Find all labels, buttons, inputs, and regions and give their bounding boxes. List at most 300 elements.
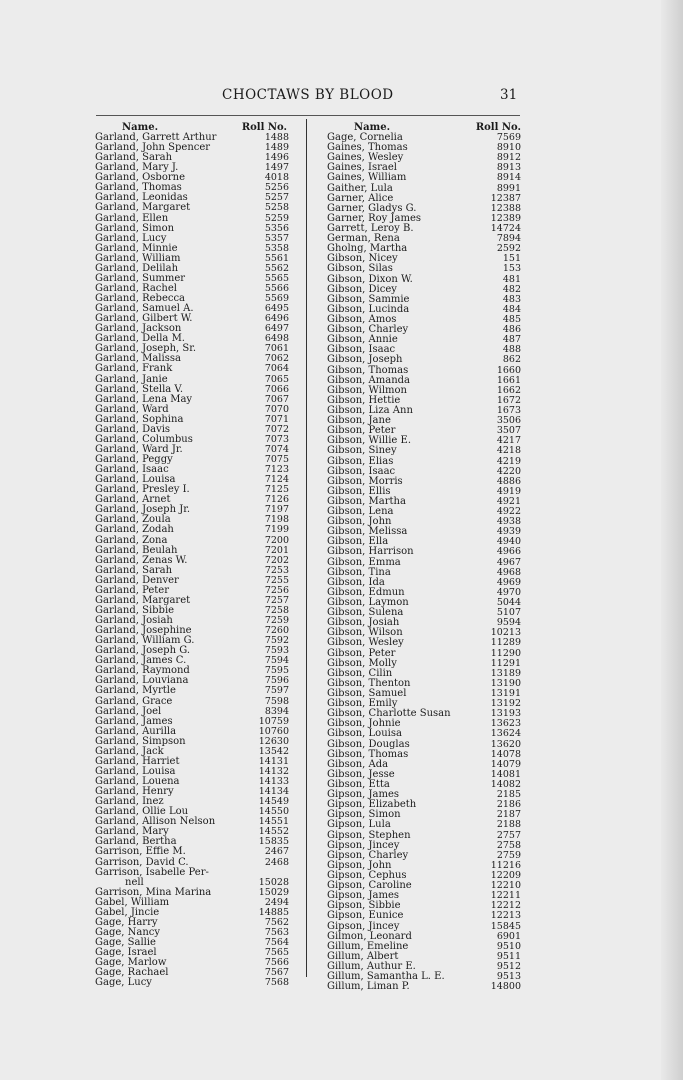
entry-roll-number: 15029	[258, 886, 289, 898]
entry-roll-number: 7065	[264, 373, 289, 385]
entry-name: Garland, Ward Jr.	[95, 443, 183, 455]
entry-name: Gibson, Charley	[327, 324, 409, 336]
right-column	[327, 122, 521, 992]
entry-name: Garland, Joseph, Sr.	[95, 343, 197, 355]
entry-roll-number: 4921	[496, 495, 521, 507]
entry-name: Garland, Simon	[95, 222, 175, 234]
entry-name: Gibson, Amanda	[327, 374, 411, 386]
entry-name: Gibson, Emily	[327, 698, 398, 710]
entry-name: Gage, Cornelia	[327, 132, 403, 143]
entry-name: Gillum, Authur E.	[327, 960, 416, 972]
entry-roll-number: 7253	[264, 564, 289, 576]
entry-name: Gibson, Willie E.	[327, 435, 412, 447]
entry-name: Garland, Ward	[95, 403, 169, 415]
entry-name: Garland, Janie	[95, 373, 168, 385]
entry-roll-number: 1496	[264, 152, 289, 164]
entry-name: Garland, Peter	[95, 584, 170, 596]
entry-roll-number: 12387	[490, 192, 521, 204]
entry-name: Gibson, Peter	[327, 647, 396, 659]
entry-name: Gaither, Lula	[327, 182, 393, 194]
entry-name: Gabel, William	[95, 896, 170, 908]
entry-roll-number: 151	[502, 253, 521, 265]
entry-name: Gibson, Silas	[327, 263, 393, 275]
entry-roll-number: 7593	[264, 645, 289, 657]
entry-roll-number: 2758	[496, 839, 521, 851]
entry-name: Gibson, Isaac	[327, 344, 396, 356]
entry-name: Gibson, Nicey	[327, 253, 398, 265]
entry-roll-number: 13623	[490, 718, 521, 730]
entry-name: Gipson, Jincey	[327, 920, 400, 932]
entry-name: Garland, William G.	[95, 635, 195, 647]
entry-roll-number: 12212	[490, 900, 521, 912]
entry-name: Gibson, Cilin	[327, 667, 393, 679]
entry-name: Gibson, Dicey	[327, 283, 397, 295]
entry-name: Garland, Columbus	[95, 433, 193, 445]
entry-roll-number: 7123	[264, 464, 289, 476]
entry-name: Garland, Arnet	[95, 494, 171, 506]
entry-roll-number: 9594	[496, 617, 521, 629]
entry-roll-number: 13193	[490, 708, 521, 720]
entry-roll-number: 2186	[496, 799, 521, 811]
entry-name: Garland, Della M.	[95, 333, 185, 345]
entry-name: Gilmon, Leonard	[327, 930, 412, 942]
entry-roll-number: 11289	[490, 637, 521, 649]
entry-name: Gibson, Thomas	[327, 748, 409, 760]
entry-name: Garland, Bertha	[95, 836, 177, 848]
entry-name: Gibson, Harrison	[327, 546, 414, 558]
entry-name: Garland, Samuel A.	[95, 303, 194, 315]
entry-roll-number: 7566	[264, 957, 289, 969]
entry-roll-number: 1660	[496, 364, 521, 376]
list-item	[95, 978, 289, 988]
entry-roll-number: 12389	[490, 212, 521, 224]
entry-name: Garland, Lena May	[95, 393, 193, 405]
entry-roll-number: 483	[502, 293, 521, 305]
entry-roll-number: 7255	[264, 574, 289, 586]
entry-roll-number: 5357	[264, 232, 289, 244]
entry-roll-number: 486	[502, 324, 521, 336]
entry-roll-number: 1488	[264, 132, 289, 143]
entry-name: Gibson, Johnie	[327, 718, 401, 730]
entry-roll-number: 862	[502, 354, 521, 366]
entry-roll-number: 9512	[496, 960, 521, 972]
entry-name: Gibson, Samuel	[327, 688, 407, 700]
entry-name: Gipson, Caroline	[327, 880, 412, 892]
entry-name: Garland, Garrett Arthur	[95, 132, 217, 143]
entry-name: Garland, Davis	[95, 423, 171, 435]
list-item	[95, 686, 289, 696]
entry-roll-number: 12213	[490, 910, 521, 922]
entry-name: Gibson, Lena	[327, 506, 394, 518]
entry-roll-number: 14081	[490, 768, 521, 780]
entry-name: Gipson, Lula	[327, 819, 391, 831]
list-item	[327, 911, 521, 921]
entry-name: Gibson, Ella	[327, 536, 389, 548]
entry-name: Gibson, Lucinda	[327, 303, 410, 315]
entry-name: nell	[125, 876, 144, 888]
entry-name: Gibson, Liza Ann	[327, 404, 413, 416]
list-item	[95, 203, 289, 213]
entry-name: Gipson, Charley	[327, 849, 409, 861]
entry-roll-number: 14551	[258, 816, 289, 828]
entry-roll-number: 8914	[496, 172, 521, 184]
right-entry-list	[327, 133, 521, 992]
entry-roll-number: 7256	[264, 584, 289, 596]
entry-name: German, Rena	[327, 233, 400, 245]
entry-roll-number: 14549	[258, 796, 289, 808]
list-item	[95, 364, 289, 374]
entry-name: Gibson, Elias	[327, 455, 394, 467]
entry-roll-number: 5566	[264, 282, 289, 294]
entry-roll-number: 2757	[496, 829, 521, 841]
entry-roll-number: 4219	[496, 455, 521, 467]
entry-roll-number: 7564	[264, 937, 289, 948]
entry-roll-number: 4970	[496, 586, 521, 598]
entry-name: Gibson, Josiah	[327, 617, 400, 629]
entry-name: Gibson, Joseph	[327, 354, 403, 366]
entry-roll-number: 7202	[264, 554, 289, 566]
entry-roll-number: 13624	[490, 728, 521, 740]
list-item	[95, 525, 289, 535]
entry-roll-number: 6901	[496, 930, 521, 942]
entry-name: Garland, Sophina	[95, 413, 184, 425]
entry-name: Garland, Louisa	[95, 474, 176, 486]
entry-roll-number: 2185	[496, 789, 521, 801]
entry-name: Gipson, Elizabeth	[327, 799, 417, 811]
entry-roll-number: 482	[502, 283, 521, 295]
entry-name: Gage, Lucy	[95, 977, 152, 989]
entry-roll-number: 10759	[258, 715, 289, 727]
entry-roll-number: 7061	[264, 343, 289, 355]
entry-roll-number: 8912	[496, 152, 521, 164]
page-header	[0, 87, 683, 107]
column-divider	[306, 119, 307, 977]
entry-name: Garland, Joel	[95, 705, 162, 717]
entry-roll-number: 7260	[264, 625, 289, 637]
entry-name: Garland, Sibbie	[95, 604, 175, 616]
entry-roll-number: 7125	[264, 484, 289, 496]
entry-roll-number: 7258	[264, 604, 289, 616]
entry-roll-number: 2468	[264, 856, 289, 868]
entry-name: Garrison, Mina Marina	[95, 886, 212, 898]
entry-roll-number: 13189	[490, 667, 521, 679]
entry-roll-number: 14131	[258, 755, 289, 767]
entry-roll-number: 6495	[264, 303, 289, 315]
entry-roll-number: 4938	[496, 516, 521, 528]
entry-name: Garrison, David C.	[95, 856, 189, 868]
entry-roll-number: 13542	[258, 745, 289, 757]
list-item	[327, 264, 521, 274]
entry-roll-number: 15845	[490, 920, 521, 932]
entry-roll-number: 1489	[264, 142, 289, 154]
entry-roll-number: 7067	[264, 393, 289, 405]
entry-roll-number: 7594	[264, 655, 289, 667]
entry-name: Garrison, Isabelle Per-	[95, 866, 209, 878]
entry-name: Gaines, Thomas	[327, 142, 408, 154]
entry-name: Garland, Margaret	[95, 202, 191, 214]
entry-roll-number: 4968	[496, 566, 521, 578]
entry-roll-number: 4939	[496, 526, 521, 538]
list-item	[327, 355, 521, 365]
entry-roll-number: 12630	[258, 735, 289, 747]
roll-number-header: Roll No.	[241, 122, 287, 133]
entry-roll-number: 9513	[496, 971, 521, 983]
entry-name: Gibson, Douglas	[327, 738, 410, 750]
entry-name: Gibson, Molly	[327, 657, 397, 669]
entry-name: Gibson, Louisa	[327, 728, 402, 740]
entry-roll-number: 4969	[496, 576, 521, 588]
entry-name: Gibson, Edmun	[327, 586, 405, 598]
entry-name: Gillum, Samantha L. E.	[327, 971, 445, 983]
entry-name: Gibson, Martha	[327, 495, 406, 507]
entry-roll-number: 13192	[490, 698, 521, 710]
entry-roll-number: 7563	[264, 926, 289, 938]
entry-name: Garland, Zoula	[95, 514, 171, 526]
name-header: Name.	[354, 122, 391, 133]
entry-name: Garland, Beulah	[95, 544, 178, 556]
entry-name: Garland, Louena	[95, 776, 180, 787]
entry-name: Gillum, Liman P.	[327, 981, 410, 993]
entry-name: Garland, Louisa	[95, 765, 176, 777]
entry-roll-number: 4922	[496, 506, 521, 518]
entry-name: Garland, Denver	[95, 574, 179, 586]
entry-roll-number: 6497	[264, 323, 289, 335]
entry-roll-number: 7894	[496, 233, 521, 245]
entry-name: Gage, Nancy	[95, 926, 161, 938]
entry-name: Garland, Simpson	[95, 735, 186, 747]
entry-name: Garland, Raymond	[95, 665, 190, 677]
left-entry-list	[95, 133, 289, 988]
entry-roll-number: 10760	[258, 725, 289, 737]
entry-name: Gipson, Stephen	[327, 829, 411, 841]
entry-roll-number: 2592	[496, 243, 521, 255]
entry-name: Gibson, Isaac	[327, 465, 396, 477]
entry-name: Garner, Gladys G.	[327, 202, 417, 214]
entry-name: Gibson, Tina	[327, 566, 391, 578]
entry-name: Gholng, Martha	[327, 243, 408, 255]
entry-roll-number: 1661	[496, 374, 521, 386]
entry-roll-number: 13620	[490, 738, 521, 750]
entry-roll-number: 481	[502, 273, 521, 285]
list-item	[95, 847, 289, 857]
entry-roll-number: 6498	[264, 333, 289, 345]
entry-roll-number: 7565	[264, 947, 289, 959]
entry-name: Garland, John Spencer	[95, 142, 211, 154]
roll-number-header: Roll No.	[475, 122, 521, 133]
entry-roll-number: 1497	[264, 162, 289, 174]
entry-name: Garland, Josiah	[95, 615, 173, 626]
list-item	[327, 982, 521, 992]
entry-name: Garland, James C.	[95, 655, 187, 667]
entry-name: Gibson, Charlotte Susan	[327, 708, 451, 720]
entry-name: Gibson, Morris	[327, 475, 403, 487]
entry-roll-number: 11216	[490, 859, 521, 871]
entry-name: Gibson, Ida	[327, 576, 385, 588]
entry-name: Garland, Malissa	[95, 353, 181, 365]
page-edge-shadow	[661, 0, 683, 1080]
entry-roll-number: 7200	[264, 534, 289, 546]
entry-roll-number: 5257	[264, 192, 289, 204]
entry-roll-number: 2188	[496, 819, 521, 831]
entry-roll-number: 4217	[496, 435, 521, 447]
entry-name: Gibson, Amos	[327, 313, 397, 325]
entry-name: Garland, James	[95, 715, 173, 727]
entry-name: Gibson, Ellis	[327, 485, 391, 497]
page-number: 31	[500, 87, 518, 103]
entry-roll-number: 7598	[264, 695, 289, 707]
entry-roll-number: 4966	[496, 546, 521, 558]
entry-name: Gipson, James	[327, 890, 400, 902]
entry-name: Garrett, Leroy B.	[327, 222, 414, 234]
entry-roll-number: 7073	[264, 433, 289, 445]
entry-name: Garland, Minnie	[95, 242, 178, 254]
entry-roll-number: 8991	[496, 182, 521, 194]
entry-roll-number: 7595	[264, 665, 289, 677]
entry-name: Garland, Margaret	[95, 594, 191, 606]
entry-name: Gibson, Thenton	[327, 677, 411, 689]
entry-name: Gabel, Jincie	[95, 906, 160, 918]
entry-roll-number: 7597	[264, 685, 289, 697]
entry-roll-number: 3507	[496, 425, 521, 437]
entry-roll-number: 14552	[258, 826, 289, 838]
entry-name: Garland, Summer	[95, 272, 186, 284]
entry-roll-number: 5259	[264, 212, 289, 224]
entry-name: Garland, Josephine	[95, 625, 192, 637]
entry-roll-number: 7201	[264, 544, 289, 556]
entry-name: Gibson, Hettie	[327, 394, 401, 406]
entry-name: Garland, Sarah	[95, 564, 173, 576]
entry-name: Garland, Zenas W.	[95, 554, 188, 566]
entry-roll-number: 2494	[264, 896, 289, 908]
entry-name: Gibson, Emma	[327, 556, 401, 568]
entry-name: Garland, Harriet	[95, 755, 180, 767]
entry-name: Garland, Zodah	[95, 524, 174, 536]
entry-roll-number: 488	[502, 344, 521, 356]
entry-roll-number: 487	[502, 334, 521, 346]
entry-roll-number: 13190	[490, 677, 521, 689]
entry-roll-number: 14082	[490, 779, 521, 790]
entry-name: Garland, Rachel	[95, 282, 177, 294]
entry-roll-number: 14078	[490, 748, 521, 760]
entry-roll-number: 7072	[264, 423, 289, 435]
entry-name: Gipson, James	[327, 789, 400, 801]
entry-name: Gipson, Cephus	[327, 869, 407, 881]
entry-roll-number: 14132	[258, 765, 289, 777]
entry-roll-number: 4919	[496, 485, 521, 497]
entry-name: Garland, William	[95, 252, 181, 264]
entry-name: Garner, Alice	[327, 192, 394, 204]
entry-name: Gaines, William	[327, 172, 407, 184]
header-rule	[96, 115, 520, 116]
entry-roll-number: 14134	[258, 786, 289, 798]
entry-roll-number: 7198	[264, 514, 289, 526]
entry-name: Gage, Marlow	[95, 957, 167, 969]
entry-roll-number: 7259	[264, 615, 289, 626]
entry-roll-number: 14724	[490, 222, 521, 234]
entry-name: Gibson, Ada	[327, 758, 389, 770]
entry-name: Gipson, Simon	[327, 809, 401, 821]
entry-roll-number: 14133	[258, 776, 289, 787]
entry-name: Gibson, Siney	[327, 445, 397, 457]
entry-name: Gage, Rachael	[95, 967, 169, 979]
entry-name: Garland, Joseph Jr.	[95, 504, 191, 516]
entry-name: Garland, Louviana	[95, 675, 189, 687]
entry-roll-number: 12388	[490, 202, 521, 214]
entry-roll-number: 7062	[264, 353, 289, 365]
entry-roll-number: 7124	[264, 474, 289, 486]
entry-roll-number: 13191	[490, 688, 521, 700]
entry-roll-number: 12210	[490, 880, 521, 892]
entry-roll-number: 3506	[496, 415, 521, 427]
entry-roll-number: 153	[502, 263, 521, 275]
entry-roll-number: 7592	[264, 635, 289, 647]
entry-roll-number: 4018	[264, 172, 289, 184]
entry-roll-number: 9511	[496, 950, 521, 962]
entry-name: Garner, Roy James	[327, 212, 422, 224]
entry-roll-number: 5107	[496, 607, 521, 619]
entry-roll-number: 1673	[496, 404, 521, 416]
entry-name: Gibson, Peter	[327, 425, 396, 437]
entry-name: Gage, Harry	[95, 916, 158, 928]
entry-roll-number: 6496	[264, 313, 289, 325]
entry-roll-number: 4220	[496, 465, 521, 477]
entry-name: Gibson, Melissa	[327, 526, 408, 538]
entry-name: Garland, Grace	[95, 695, 173, 707]
entry-name: Garland, Inez	[95, 796, 164, 808]
entry-name: Garland, Osborne	[95, 172, 185, 184]
entry-name: Garland, Ellen	[95, 212, 169, 224]
entry-roll-number: 7567	[264, 967, 289, 979]
entry-name: Gibson, Wesley	[327, 637, 404, 649]
entry-name: Gibson, Jesse	[327, 768, 395, 780]
entry-name: Gipson, John	[327, 859, 392, 871]
entry-roll-number: 5258	[264, 202, 289, 214]
entry-roll-number: 2467	[264, 846, 289, 858]
entry-roll-number: 12209	[490, 869, 521, 881]
entry-name: Gibson, Wilson	[327, 627, 403, 639]
entry-name: Garland, Thomas	[95, 182, 182, 194]
entry-roll-number: 14550	[258, 806, 289, 818]
entry-name: Garland, Joseph G.	[95, 645, 190, 657]
entry-roll-number: 5569	[264, 293, 289, 304]
entry-roll-number: 5565	[264, 272, 289, 284]
entry-roll-number: 11290	[490, 647, 521, 659]
entry-roll-number: 7562	[264, 916, 289, 928]
entry-name: Garland, Henry	[95, 786, 174, 798]
entry-name: Garrison, Effie M.	[95, 846, 186, 858]
entry-name: Gibson, Sulena	[327, 607, 404, 619]
entry-name: Gibson, Jane	[327, 415, 391, 427]
entry-name: Garland, Ollie Lou	[95, 806, 189, 818]
entry-name: Gage, Sallie	[95, 937, 156, 948]
entry-roll-number: 7064	[264, 363, 289, 375]
entry-name: Garland, Leonidas	[95, 192, 188, 204]
entry-name: Gipson, Eunice	[327, 910, 404, 922]
entry-roll-number: 12211	[490, 890, 521, 902]
entry-roll-number: 14079	[490, 758, 521, 770]
entry-name: Gibson, Wilmon	[327, 384, 407, 396]
entry-roll-number: 7070	[264, 403, 289, 415]
entry-name: Gibson, John	[327, 516, 392, 528]
entry-roll-number: 7568	[264, 977, 289, 989]
entry-name: Garland, Lucy	[95, 232, 167, 244]
entry-name: Gaines, Wesley	[327, 152, 404, 164]
entry-roll-number: 8913	[496, 162, 521, 174]
entry-name: Gage, Israel	[95, 947, 157, 959]
entry-roll-number: 2187	[496, 809, 521, 821]
entry-name: Gipson, Sibbie	[327, 900, 401, 912]
entry-name: Gaines, Israel	[327, 162, 397, 174]
